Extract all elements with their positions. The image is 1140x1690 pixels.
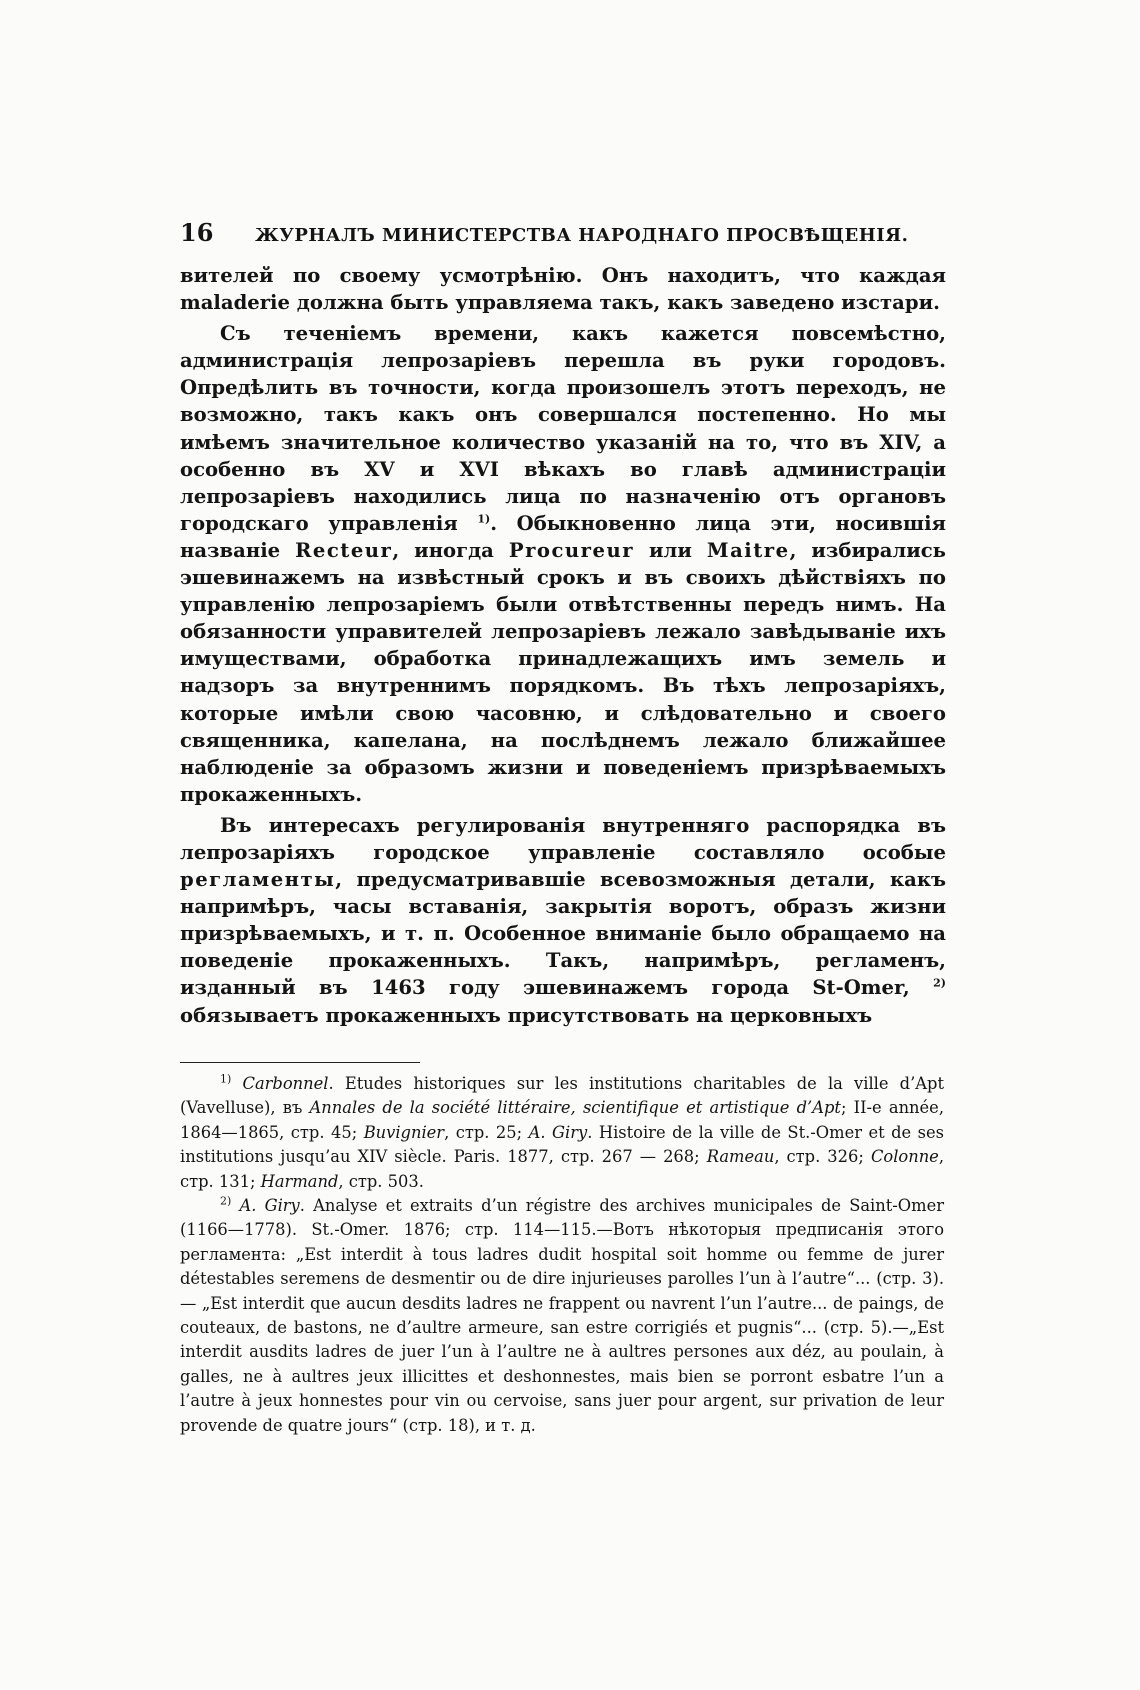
footnote-1: $^{1)}$ Carbonnel. Etudes historiques sur les institutions charitables de la ville d’Apt (Vavelluse), въ Annales de la société littéraire, scientifique et artistique d’Apt; II-e année, 1864—1865, стр. 45; Buvignier, стр. 25; A. Giry. Histoire de la ville de St.-Omer et de ses institutions jusqu’au XIV siècle. Paris. 1877, стр. 267 — 268; Rameau, стр. 326; Colonne, стр. 131; Harmand, стр. 503. — [180, 1072, 945, 1191]
footnote-1-mark: 1) — [220, 1072, 232, 1086]
paragraph-3-text-a: Въ интересахъ регулированія внутренняго распорядка въ лепрозаріяхъ городское управленіе составляло особые — [180, 813, 946, 864]
footnote-ref-1: 1) — [477, 512, 491, 526]
term-reglements: регламенты — [180, 868, 336, 892]
paragraph-2-text-b: . Обыкновенно лица эти, носившія названіе — [180, 511, 946, 562]
paragraph-1-text: вителей по своему усмотрѣнію. Онъ находитъ, что каждая maladerie должна быть управляема такъ, какъ заведено изстари. — [180, 264, 946, 315]
page-number: 16 — [180, 218, 214, 247]
paragraph-2-text-c: , иногда — [392, 538, 494, 562]
paragraph-3-text-c: обязываетъ прокаженныхъ присутствовать на церковныхъ — [180, 1003, 873, 1027]
paragraph-1 — [180, 262, 946, 316]
page-header — [180, 218, 909, 247]
term-maitre: Maitre — [706, 538, 790, 562]
footnote-ref-2: 2) — [933, 976, 947, 990]
footnote-2: $^{2)}$ A. Giry. Analyse et extraits d’un régistre des archives municipales de Saint-Omer (1166—1778). St.-Omer. 1876; стр. 114—115.—Вотъ нѣкоторыя предписанія этого регламента: „Est interdit à tous ladres dudit hospital soit homme ou femme de jurer détestables seremens de desmentir ou de dire injurieuses parolles l’un à l’autre“... (стр. 3). — „Est interdit que aucun desdits ladres ne frappent ou navrent l’un l’autre... de paings, de couteaux, de bastons, ne d’aultre armeure, san estre corrigiés et pugnis“... (стр. 5).—„Est interdit ausdits ladres de juer l’un à l’aultre ne à aultres persones aux déz, au poulain, à galles, ne à aultres jeux illicittes et deshonnestes, mais bien se porront esbatre l’un a l’autre à jeux honnestes pour vin ou cervoise, sans juer pour argent, sur privation de leur provende de quatre jours“ (стр. 18), и т. д. — [180, 1194, 944, 1435]
footnote-2-mark: 2) — [220, 1194, 232, 1208]
paragraph-2-text-a: Съ теченіемъ времени, какъ кажется повсемѣстно, администрація лепрозаріевъ перешла въ руки городовъ. Опредѣлить въ точности, когда произошелъ этотъ переходъ, не возможно, такъ какъ онъ совершался постепенно. Но мы имѣемъ значительное количество указаній на то, что въ XIV, а особенно въ XV и XVI вѣкахъ во главѣ администраціи лепрозаріевъ находились лица по назначенію отъ органовъ городскаго управленія — [180, 322, 946, 535]
paragraph-2-text-d: или — [649, 538, 692, 562]
footnotes — [180, 1072, 944, 1438]
term-recteur: Recteur — [295, 538, 393, 562]
term-procureur: Procureur — [508, 538, 635, 562]
paragraph-2 — [180, 320, 946, 808]
paragraph-3 — [180, 812, 946, 1029]
footnote-divider — [180, 1062, 420, 1063]
paragraph-3-text-b: , предусматривавшіе всевозможныя детали, какъ напримѣръ, часы вставанія, закрытія воротъ, образъ жизни призрѣваемыхъ, и т. п. Особенное вниманіе было обращаемо на поведеніе прокаженныхъ. Такъ, напримѣръ, регламенъ, изданный въ 1463 году эшевинажемъ города St-Omer, — [180, 868, 946, 1000]
paragraph-2-text-e: , избирались эшевинажемъ на извѣстный срокъ и въ своихъ дѣйствіяхъ по управленію лепрозаріемъ были отвѣтственны передъ нимъ. На обязанности управителей лепрозаріевъ лежало завѣдываніе ихъ имуществами, обработка принадлежащихъ имъ земель и надзоръ за внутреннимъ порядкомъ. Въ тѣхъ лепрозаріяхъ, которые имѣли свою часовню, и слѣдовательно и своего священника, капелана, на послѣднемъ лежало ближайшее наблюденіе за образомъ жизни и поведеніемъ призрѣваемыхъ прокаженныхъ. — [180, 538, 946, 806]
running-title: ЖУРНАЛЪ МИНИСТЕРСТВА НАРОДНАГО ПРОСВѢЩЕНІЯ. — [255, 225, 909, 246]
main-text — [180, 262, 946, 1029]
